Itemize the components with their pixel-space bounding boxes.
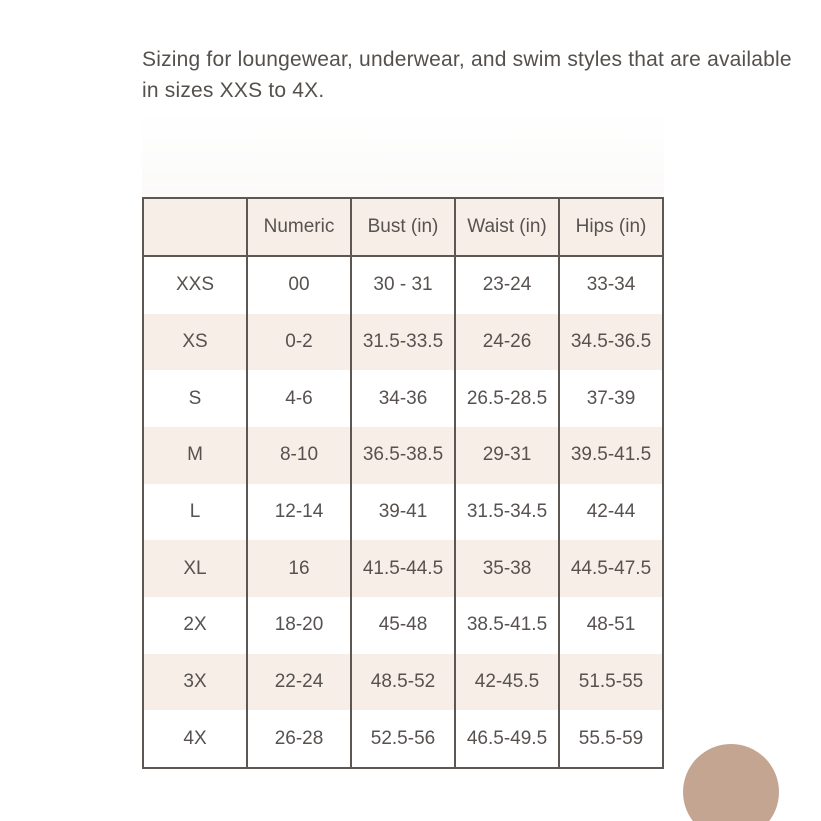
size-cell: XS xyxy=(143,314,247,371)
size-cell: M xyxy=(143,427,247,484)
waist-cell: 23-24 xyxy=(455,256,559,314)
header-cell-hips: Hips (in) xyxy=(559,198,663,256)
numeric-cell: 22-24 xyxy=(247,654,351,711)
table-row xyxy=(143,484,663,541)
intro-text: Sizing for loungewear, underwear, and swim styles that are available in sizes XXS to 4X. xyxy=(142,48,792,102)
size-cell: 4X xyxy=(143,710,247,768)
bust-cell: 39-41 xyxy=(351,484,455,541)
hips-cell: 33-34 xyxy=(559,256,663,314)
bust-cell: 48.5-52 xyxy=(351,654,455,711)
waist-cell: 31.5-34.5 xyxy=(455,484,559,541)
bust-cell: 45-48 xyxy=(351,597,455,654)
table-row xyxy=(143,540,663,597)
header-cell-size xyxy=(143,198,247,256)
header-cell-numeric: Numeric xyxy=(247,198,351,256)
size-cell: XXS xyxy=(143,256,247,314)
waist-cell: 26.5-28.5 xyxy=(455,370,559,427)
bust-cell: 30 - 31 xyxy=(351,256,455,314)
size-cell: 3X xyxy=(143,654,247,711)
waist-cell: 24-26 xyxy=(455,314,559,371)
table-header-row xyxy=(143,198,663,256)
numeric-cell: 0-2 xyxy=(247,314,351,371)
bust-cell: 52.5-56 xyxy=(351,710,455,768)
waist-cell: 38.5-41.5 xyxy=(455,597,559,654)
table-row xyxy=(143,314,663,371)
waist-cell: 42-45.5 xyxy=(455,654,559,711)
size-cell: 2X xyxy=(143,597,247,654)
bust-cell: 36.5-38.5 xyxy=(351,427,455,484)
hips-cell: 55.5-59 xyxy=(559,710,663,768)
waist-cell: 29-31 xyxy=(455,427,559,484)
numeric-cell: 8-10 xyxy=(247,427,351,484)
size-cell: L xyxy=(143,484,247,541)
bust-cell: 31.5-33.5 xyxy=(351,314,455,371)
table-row xyxy=(143,654,663,711)
size-chart-table xyxy=(142,197,664,769)
hips-cell: 42-44 xyxy=(559,484,663,541)
waist-cell: 46.5-49.5 xyxy=(455,710,559,768)
bust-cell: 34-36 xyxy=(351,370,455,427)
chat-bubble-button[interactable] xyxy=(683,744,779,821)
chart-background xyxy=(142,110,664,198)
hips-cell: 37-39 xyxy=(559,370,663,427)
hips-cell: 51.5-55 xyxy=(559,654,663,711)
hips-cell: 34.5-36.5 xyxy=(559,314,663,371)
numeric-cell: 16 xyxy=(247,540,351,597)
table-row xyxy=(143,256,663,314)
table-row xyxy=(143,370,663,427)
table-row xyxy=(143,427,663,484)
header-cell-waist: Waist (in) xyxy=(455,198,559,256)
hips-cell: 48-51 xyxy=(559,597,663,654)
size-cell: XL xyxy=(143,540,247,597)
size-cell: S xyxy=(143,370,247,427)
numeric-cell: 12-14 xyxy=(247,484,351,541)
numeric-cell: 4-6 xyxy=(247,370,351,427)
waist-cell: 35-38 xyxy=(455,540,559,597)
numeric-cell: 00 xyxy=(247,256,351,314)
table-row xyxy=(143,597,663,654)
numeric-cell: 18-20 xyxy=(247,597,351,654)
table-row xyxy=(143,710,663,768)
numeric-cell: 26-28 xyxy=(247,710,351,768)
bust-cell: 41.5-44.5 xyxy=(351,540,455,597)
hips-cell: 39.5-41.5 xyxy=(559,427,663,484)
header-cell-bust: Bust (in) xyxy=(351,198,455,256)
hips-cell: 44.5-47.5 xyxy=(559,540,663,597)
